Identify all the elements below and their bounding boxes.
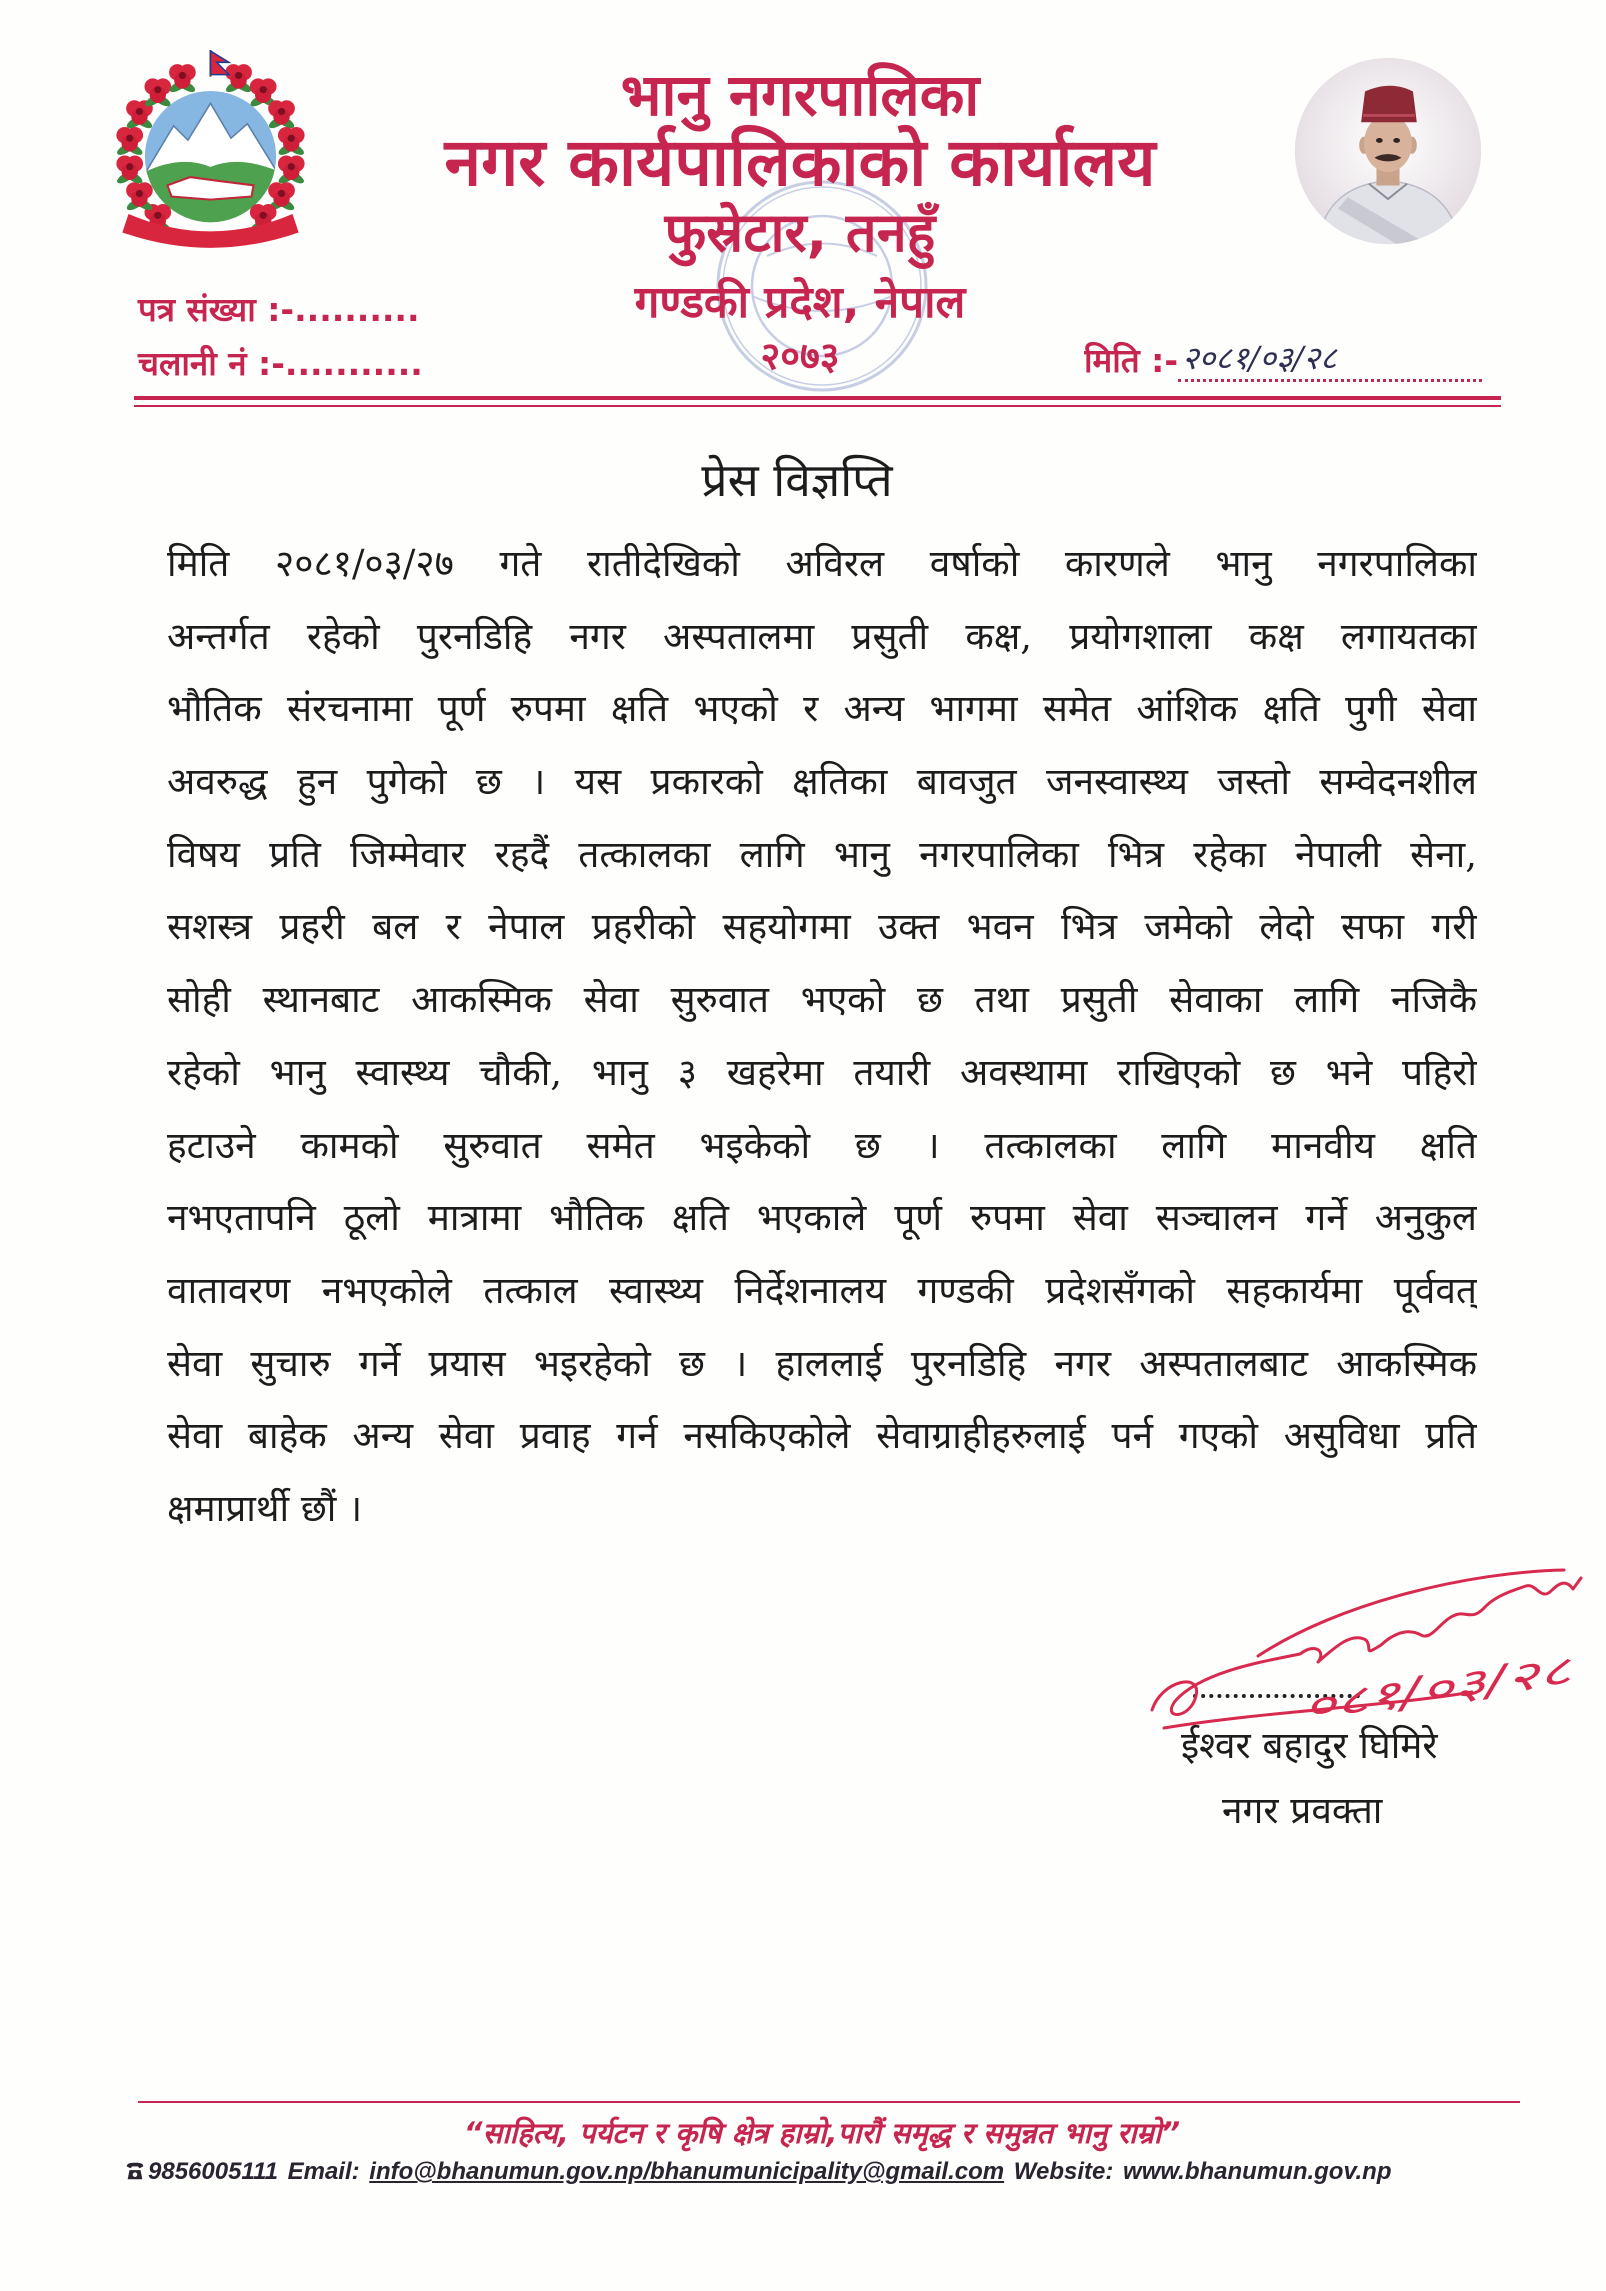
signatory-name: ईश्वर बहादुर घिमिरे: [1181, 1724, 1438, 1767]
office-location: फुस्रेटार, तनहुँ: [664, 201, 936, 264]
letter-date: [1084, 337, 1500, 389]
portrait-face: [1364, 115, 1412, 173]
email-address: info@bhanumun.gov.np/bhanumunicipality@gmail.com: [369, 2158, 1005, 2185]
email-label: Email:: [287, 2158, 360, 2185]
letter-number-label: पत्र संख्या :-..........: [138, 290, 420, 329]
rhododendron-flower: [224, 64, 253, 94]
header-rule-thin: [134, 405, 1501, 407]
rhododendron-flower: [115, 155, 144, 185]
body-line: हटाउने कामको सुरुवात समेत भइकेको छ । तत्कालका लागि मानवीय क्षति: [167, 1123, 1477, 1167]
body-line: विषय प्रति जिम्मेवार रहदैं तत्कालका लागि भानु नगरपालिका भित्र रहेका नेपाली सेना,: [167, 832, 1477, 876]
office-name: नगर कार्यपालिकाको कार्यालय: [444, 124, 1156, 201]
document-title: प्रेस विज्ञप्ति: [701, 453, 893, 507]
body-line: रहेको भानु स्वास्थ्य चौकी, भानु ३ खहरेमा तयारी अवस्थामा राखिएको छ भने पहिरो: [167, 1050, 1477, 1094]
rhododendron-flower: [168, 64, 197, 94]
rhododendron-flower: [267, 100, 296, 130]
body-line: अन्तर्गत रहेको पुरनडिहि नगर अस्पतालमा प्रसुती कक्ष, प्रयोगशाला कक्ष लगायतका: [167, 614, 1477, 658]
date-value: २०८१/०३/२८: [1178, 337, 1482, 382]
municipality-name: भानु नगरपालिका: [620, 61, 980, 129]
footer-rule: [138, 2101, 1520, 2103]
body-line: सशस्त्र प्रहरी बल र नेपाल प्रहरीको सहयोगमा उक्त भवन भित्र जमेको लेदो सफा गरी: [167, 905, 1477, 949]
body-line: सेवा बाहेक अन्य सेवा प्रवाह गर्न नसकिएकोले सेवाग्राहीहरुलाई पर्न गएको असुविधा प्रति: [167, 1414, 1477, 1458]
bhanubhakta-portrait: [1292, 55, 1484, 247]
body-line: क्षमाप्रार्थी छौं ।: [167, 1486, 363, 1530]
date-label: मिति :-: [1084, 341, 1179, 380]
signatory-designation: नगर प्रवक्ता: [1222, 1789, 1383, 1832]
signature-date: ०८१/०३/२८: [1300, 1661, 1478, 1731]
portrait-eye: [1376, 138, 1383, 143]
rhododendron-flower: [143, 78, 172, 108]
signature-arc-stroke: [1258, 1570, 1564, 1656]
footer-slogan: “साहित्य, पर्यटन र कृषि क्षेत्र हाम्रो,पारौं समृद्ध र समुन्नत भानु राम्रो”: [463, 2116, 1181, 2150]
website-url: www.bhanumun.gov.np: [1123, 2158, 1392, 2185]
body-line: मिति २०८१/०३/२७ गते रातीदेखिको अविरल वर्षाको कारणले भानु नगरपालिका: [167, 542, 1477, 585]
body-paragraph: [167, 528, 1477, 1546]
rhododendron-flower: [125, 182, 154, 212]
portrait-eye: [1393, 138, 1400, 143]
header-rule: [134, 396, 1501, 400]
website-label: Website:: [1013, 2158, 1114, 2185]
body-line: भौतिक संरचनामा पूर्ण रुपमा क्षति भएको र अन्य भागमा समेत आंशिक क्षति पुगी सेवा: [167, 687, 1477, 731]
body-line: अवरुद्ध हुन पुगेको छ । यस प्रकारको क्षतिका बावजुत जनस्वास्थ्य जस्तो सम्वेदनशील: [167, 760, 1477, 804]
emblem-flag: [211, 50, 229, 77]
established-year: २०७३: [760, 334, 840, 378]
body-line: वातावरण नभएकोले तत्काल स्वास्थ्य निर्देशनालय गण्डकी प्रदेशसँगको सहकार्यमा पूर्ववत्: [167, 1268, 1477, 1312]
body-line: सोही स्थानबाट आकस्मिक सेवा सुरुवात भएको छ तथा प्रसुती सेवाका लागि नजिकै: [167, 978, 1477, 1022]
dispatch-number-label: चलानी नं :-...........: [138, 344, 423, 383]
body-line: नभएतापनि ठूलो मात्रामा भौतिक क्षति भएकाले पूर्ण रुपमा सेवा सञ्चालन गर्ने अनुकुल: [167, 1196, 1477, 1240]
flag-icon: [211, 51, 229, 75]
nepal-emblem-logo: [108, 50, 313, 255]
body-line: सेवा सुचारु गर्ने प्रयास भइरहेको छ । हाललाई पुरनडिहि नगर अस्पतालबाट आकस्मिक: [167, 1341, 1477, 1385]
province-name: गण्डकी प्रदेश, नेपाल: [634, 277, 966, 328]
footer-contact: [124, 2154, 1524, 2192]
phone-number: 9856005111: [148, 2158, 278, 2185]
rhododendron-flower: [115, 127, 144, 157]
phone-icon: [124, 2160, 146, 2182]
